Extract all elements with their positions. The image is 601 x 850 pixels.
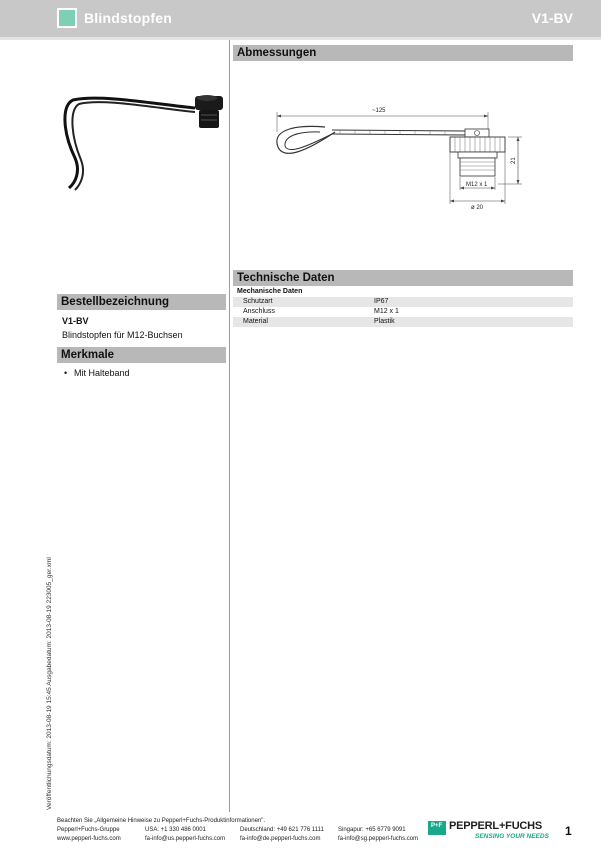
product-code: V1-BV: [531, 10, 573, 26]
tech-label: Schutzart: [243, 298, 273, 305]
tech-value: Plastik: [374, 318, 395, 325]
thread-dimension-label: M12 x 1: [466, 182, 488, 188]
order-description: Blindstopfen für M12-Buchsen: [62, 330, 183, 340]
tech-value: M12 x 1: [374, 308, 399, 315]
table-row: [233, 297, 573, 307]
table-row: [233, 307, 573, 317]
brand-slogan: SENSING YOUR NEEDS: [475, 833, 549, 840]
technical-section-heading: Technische Daten: [233, 270, 573, 286]
usa-email[interactable]: fa-info@us.pepperl-fuchs.com: [145, 836, 226, 842]
height-dimension-label: 21: [511, 157, 517, 164]
usa-phone: USA: +1 330 486 0001: [145, 827, 206, 833]
footer-singapore: [338, 826, 418, 844]
header-strip: [0, 37, 601, 40]
feature-label: Mit Halteband: [74, 368, 130, 378]
bullet-icon: •: [64, 368, 68, 378]
tech-label: Material: [243, 318, 268, 325]
singapore-email[interactable]: fa-info@sg.pepperl-fuchs.com: [338, 836, 419, 842]
singapore-phone: Singapur: +65 6779 9091: [338, 827, 406, 833]
tech-label: Anschluss: [243, 308, 275, 315]
germany-email[interactable]: fa-info@de.pepperl-fuchs.com: [240, 836, 321, 842]
dimension-drawing: [260, 102, 530, 214]
order-code: V1-BV: [62, 316, 89, 326]
footer-company: [57, 826, 121, 844]
page-number: 1: [565, 824, 572, 838]
tech-group-heading: Mechanische Daten: [237, 288, 303, 295]
brand-name: PEPPERL+FUCHS: [449, 820, 543, 832]
order-section-heading: Bestellbezeichnung: [57, 294, 226, 310]
footer-note: Beachten Sie „Allgemeine Hinweise zu Pepperl+Fuchs-Produktinformationen".: [57, 818, 266, 824]
header-square-logo: [57, 8, 77, 28]
publication-info: Veröffentlichungsdatum: 2013-08-19 15:45 Ausgabedatum: 2013-08-19 223005_ger.xml: [46, 557, 53, 810]
dimensions-section-heading: Abmessungen: [233, 45, 573, 61]
table-row: [233, 317, 573, 327]
product-photo: [55, 88, 230, 198]
footer-germany: [240, 826, 324, 844]
feature-item: [64, 368, 130, 378]
footer-usa: [145, 826, 225, 844]
brand-logo-letters: P+F: [431, 823, 443, 829]
tech-value: IP67: [374, 298, 389, 305]
germany-phone: Deutschland: +49 621 776 1111: [240, 827, 324, 833]
company-website[interactable]: www.pepperl-fuchs.com: [57, 836, 121, 842]
length-dimension-label: ~125: [372, 108, 386, 114]
company-name: Pepperl+Fuchs-Gruppe: [57, 827, 120, 833]
diameter-dimension-label: ø 20: [471, 205, 484, 211]
page-title: Blindstopfen: [84, 10, 172, 26]
features-section-heading: Merkmale: [57, 347, 226, 363]
